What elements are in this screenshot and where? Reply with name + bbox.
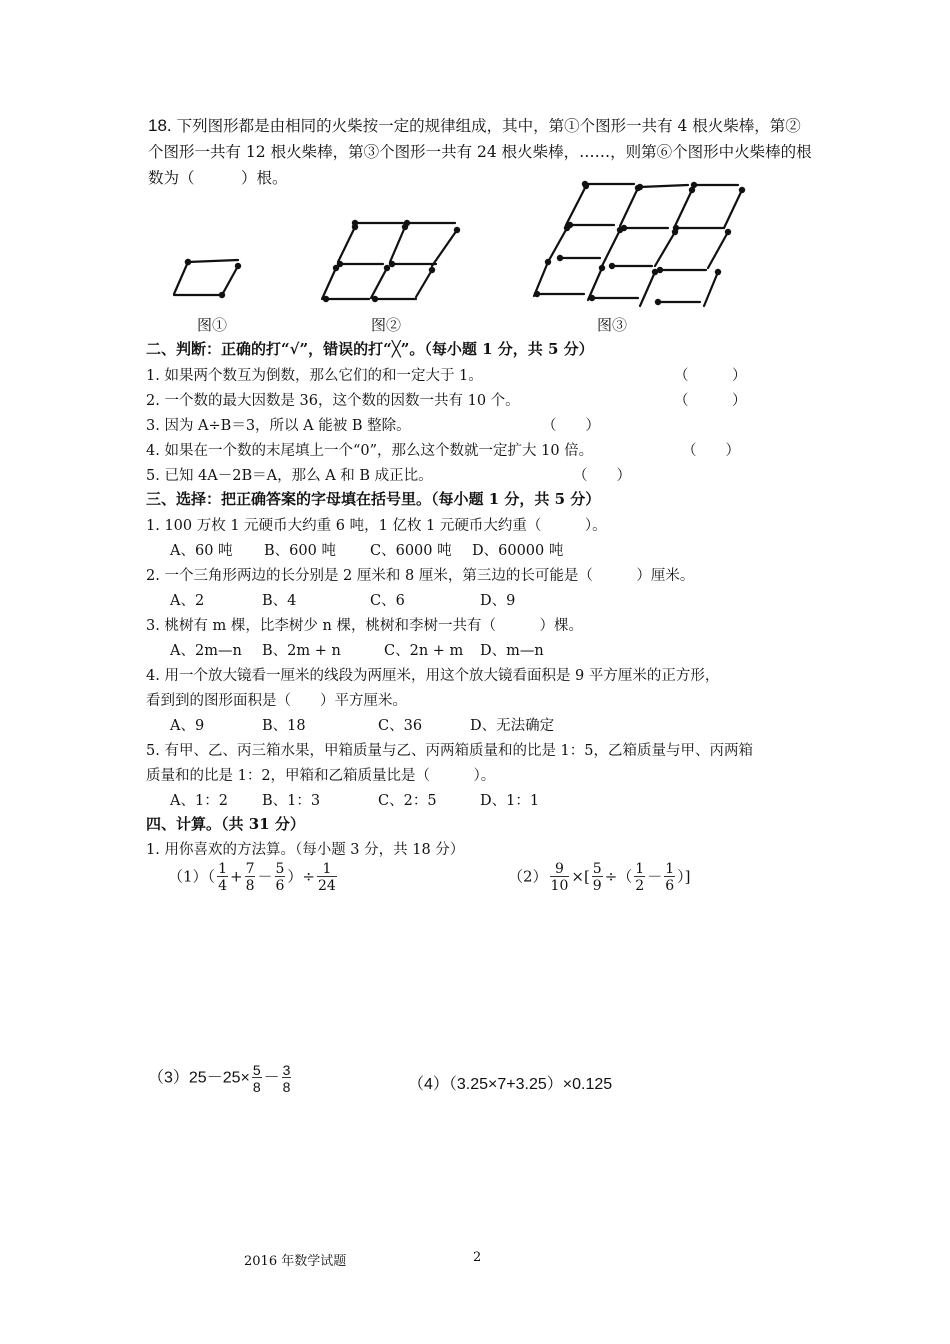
question-text: 下列图形都是由相同的火柴按一定的规律组成，其中，第①个图形一共有 4 根火柴棒，第②个图形一共有 12 根火柴棒，第③个图形一共有 24 根火柴棒，……，则第⑥个图形中火柴棒的根数为（ ）根。: [148, 117, 812, 187]
choice-q5-option-b[interactable]: B、1：3: [262, 793, 321, 809]
operator-divide: ÷（: [604, 867, 633, 886]
section-4-title: 四、计算。（共 31 分）: [146, 815, 305, 833]
choice-q4-stem-line-2: 看到到的图形面积是（ ）平方厘米。: [146, 693, 407, 709]
numerator: 7: [245, 861, 255, 877]
fraction: [217, 862, 228, 893]
expression-text: （3.25×7+3.25）×0.125: [448, 1076, 613, 1093]
matchstick: [655, 232, 675, 266]
choice-q3-option-a[interactable]: A、2m—n: [170, 643, 242, 659]
judge-item-4: 4. 如果在一个数的末尾填上一个“0”，那么这个数就一定扩大 10 倍。: [146, 443, 594, 459]
denominator: 6: [275, 878, 285, 894]
calc-label-4: （4）: [408, 1076, 449, 1093]
fraction: [592, 862, 603, 893]
choice-q4-option-c[interactable]: C、36: [378, 718, 423, 734]
judge-answer-paren-5[interactable]: （ ）: [573, 468, 631, 484]
denominator: 10: [550, 878, 569, 894]
judge-answer-paren-4[interactable]: （ ）: [682, 443, 740, 459]
numerator: 1: [218, 861, 227, 877]
figure-caption-1: 图①: [197, 316, 228, 334]
matchstick-head: [739, 187, 745, 193]
matchstick-head: [323, 296, 329, 302]
matchstick-head: [652, 269, 658, 275]
choice-q4-option-b[interactable]: B、18: [262, 718, 306, 734]
matchstick-head: [689, 187, 695, 193]
matchstick: [390, 227, 405, 262]
matchstick: [416, 270, 432, 297]
calc-label-2: （2）: [508, 867, 548, 886]
matchstick-head: [564, 225, 570, 231]
operator-plus: +: [229, 867, 243, 886]
matchstick-head: [235, 263, 241, 269]
choice-q4-option-a[interactable]: A、9: [170, 718, 205, 734]
operator-minus: －: [257, 867, 273, 886]
judge-item-1: 1. 如果两个数互为倒数，那么它们的和一定大于 1。: [146, 368, 483, 384]
matchstick: [588, 268, 602, 300]
denominator: 8: [252, 1079, 261, 1095]
fraction: [252, 1063, 262, 1094]
fraction: [275, 862, 286, 893]
matchstick: [640, 185, 688, 187]
choice-q1-option-b[interactable]: B、600 吨: [264, 543, 336, 559]
choice-q1-option-d[interactable]: D、60000 吨: [472, 543, 564, 559]
denominator: 9: [592, 878, 602, 894]
numerator: 1: [635, 861, 645, 877]
judge-item-2: 2. 一个数的最大因数是 36，这个数的因数一共有 10 个。: [146, 393, 520, 409]
matchstick: [620, 188, 638, 226]
fraction: [550, 862, 570, 893]
matchstick: [640, 272, 655, 306]
matchstick-head: [454, 227, 460, 233]
figure-caption-3: 图③: [597, 316, 628, 334]
paren-close: ）]: [677, 867, 691, 886]
operator-divide: ）÷: [287, 867, 315, 886]
choice-q2-option-b[interactable]: B、4: [262, 593, 297, 609]
matchstick-head: [429, 267, 435, 273]
question-number: 18.: [148, 116, 172, 135]
matchstick-head: [534, 291, 540, 297]
paren-open: （: [207, 867, 216, 886]
matchstick-head: [715, 269, 721, 275]
operator-times: ×[: [571, 867, 590, 886]
choice-q2-option-a[interactable]: A、2: [170, 593, 205, 609]
matchstick: [724, 190, 742, 228]
matchstick-head: [557, 255, 563, 261]
matchstick-head: [635, 185, 641, 191]
numerator: 1: [322, 861, 332, 877]
matchstick-head: [219, 292, 225, 298]
matchstick: [704, 272, 718, 306]
expression-text: 25－25×: [188, 1069, 250, 1087]
matchstick: [675, 190, 692, 226]
matchstick-head: [389, 261, 395, 267]
choice-q1-option-c[interactable]: C、6000 吨: [370, 543, 452, 559]
matchstick: [432, 230, 457, 266]
figure-caption-2: 图②: [371, 316, 402, 334]
matchstick: [338, 227, 355, 262]
denominator: 6: [665, 878, 675, 894]
judge-answer-paren-3[interactable]: （ ）: [542, 418, 600, 434]
matchstick: [322, 268, 336, 299]
denominator: 2: [635, 878, 645, 894]
matchstick-head: [384, 265, 390, 271]
fraction: [317, 862, 337, 893]
calc-expression-1: [168, 862, 339, 893]
choice-q1-stem: 1. 100 万枚 1 元硬币大约重 6 吨，1 亿枚 1 元硬币大约重（ ）。: [146, 518, 607, 534]
fraction: [245, 862, 256, 893]
denominator: 8: [245, 878, 255, 894]
matchstick: [708, 232, 728, 268]
numerator: 5: [252, 1062, 261, 1078]
matchstick-head: [609, 263, 615, 269]
operator-minus: －: [647, 867, 663, 886]
fraction: [282, 1063, 292, 1094]
denominator: 4: [218, 878, 227, 894]
section-3-title: 三、选择：把正确答案的字母填在括号里。（每小题 1 分，共 5 分）: [146, 490, 601, 508]
choice-q3-stem: 3. 桃树有 m 棵，比李树少 n 棵，桃树和李树一共有（ ）棵。: [146, 618, 583, 634]
choice-q2-option-d[interactable]: D、9: [480, 593, 516, 609]
numerator: 1: [665, 861, 675, 877]
judge-answer-paren-2[interactable]: （ ）: [674, 393, 747, 409]
operator-minus: －: [263, 1069, 280, 1087]
matchstick: [566, 186, 586, 225]
matchstick: [534, 262, 548, 296]
calc-expression-2: [508, 862, 691, 893]
calc-label-1: （1）: [168, 867, 208, 886]
calc-instruction: 1. 用你喜欢的方法算。（每小题 3 分，共 18 分）: [146, 842, 465, 858]
numerator: 5: [275, 861, 285, 877]
matchstick-head: [372, 296, 378, 302]
footer-title: 2016 年数学试题: [244, 1254, 347, 1269]
choice-q3-option-c[interactable]: C、2n + m: [384, 643, 464, 659]
matchstick-head: [333, 265, 339, 271]
matchstick-head: [583, 183, 589, 189]
matchstick: [188, 260, 238, 262]
section-2-title: 二、判断：正确的打“√”，错误的打“╳”。（每小题 1 分，共 5 分）: [146, 340, 594, 358]
judge-answer-paren-1[interactable]: （ ）: [674, 368, 747, 384]
choice-q3-option-b[interactable]: B、2m + n: [262, 643, 341, 659]
choice-q2-option-c[interactable]: C、6: [370, 593, 405, 609]
calc-expression-3: [148, 1063, 293, 1094]
numerator: 9: [555, 861, 564, 877]
choice-q4-option-d[interactable]: D、无法确定: [470, 718, 555, 734]
choice-q2-stem: 2. 一个三角形两边的长分别是 2 厘米和 8 厘米，第三边的长可能是（ ）厘米。: [146, 568, 695, 584]
denominator: 24: [318, 878, 336, 894]
denominator: 8: [282, 1079, 291, 1095]
numerator: 3: [282, 1062, 291, 1078]
matchstick-head: [617, 227, 623, 233]
matchstick-head: [185, 259, 191, 265]
choice-q4-stem-line-1: 4. 用一个放大镜看一厘米的线段为两厘米，用这个放大镜看面积是 9 平方厘米的正方形，: [146, 668, 720, 684]
judge-item-3: 3. 因为 A÷B＝3，所以 A 能被 B 整除。: [146, 418, 411, 434]
page-number: 2: [473, 1250, 482, 1265]
choice-q1-option-a[interactable]: A、60 吨: [170, 543, 233, 559]
matchstick-head: [402, 224, 408, 230]
matchstick: [174, 262, 188, 294]
numerator: 5: [592, 861, 602, 877]
matchstick-head: [545, 259, 551, 265]
matchstick: [602, 230, 620, 266]
calc-label-3: （3）: [148, 1069, 189, 1087]
matchstick-head: [599, 265, 605, 271]
matchstick-head: [589, 295, 595, 301]
matchstick-head: [725, 229, 731, 235]
choice-q5-option-d[interactable]: D、1：1: [480, 793, 540, 809]
choice-q5-stem-line-1: 5. 有甲、乙、丙三箱水果，甲箱质量与乙、丙两箱质量和的比是 1：5，乙箱质量与甲、丙两箱: [146, 743, 753, 759]
calc-expression-4: [408, 1071, 612, 1094]
matchstick: [222, 266, 238, 295]
choice-q5-option-c[interactable]: C、2：5: [378, 793, 437, 809]
matchstick-head: [352, 224, 358, 230]
fraction: [664, 862, 675, 893]
matchstick: [371, 268, 387, 298]
fraction: [634, 862, 645, 893]
choice-q3-option-d[interactable]: D、m—n: [480, 643, 544, 659]
matchstick-head: [655, 299, 661, 305]
choice-q5-stem-line-2: 质量和的比是 1：2，甲箱和乙箱质量比是（ ）。: [146, 768, 496, 784]
matchstick-head: [672, 229, 678, 235]
choice-q5-option-a[interactable]: A、1：2: [170, 793, 228, 809]
judge-item-5: 5. 已知 4A－2B＝A，那么 A 和 B 成正比。: [146, 468, 433, 484]
